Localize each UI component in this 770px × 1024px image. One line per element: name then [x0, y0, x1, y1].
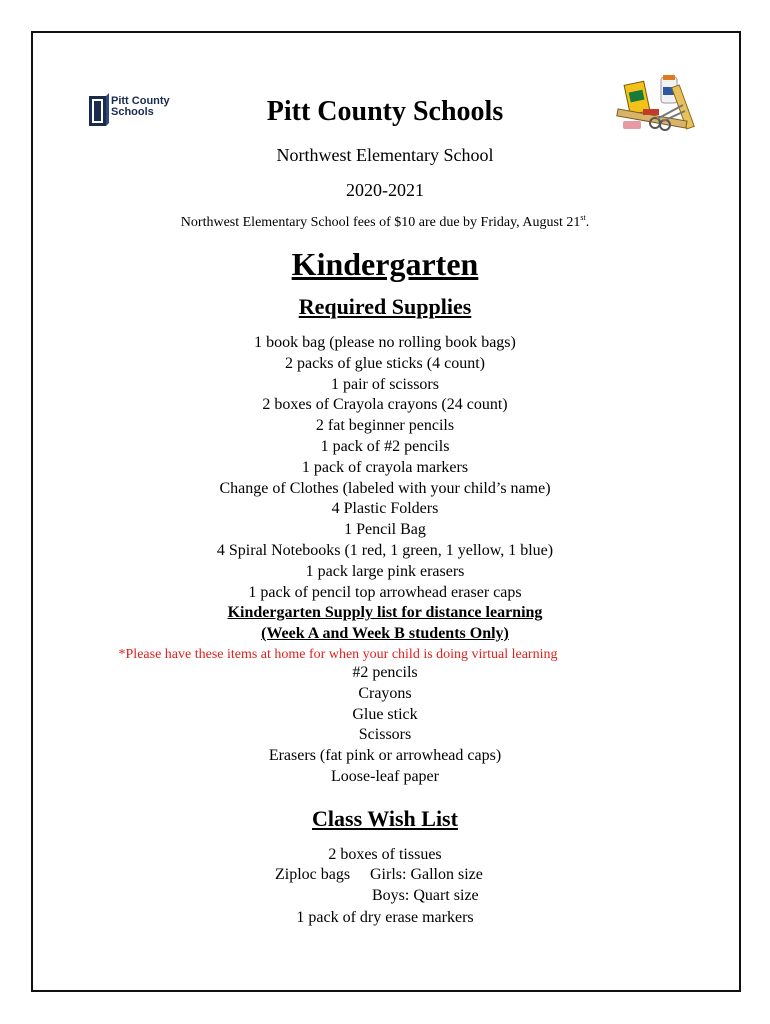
required-supplies-heading: Required Supplies — [298, 294, 472, 319]
list-item: Scissors — [358, 726, 412, 744]
distance-learning-heading: Kindergarten Supply list for distance learning — [227, 604, 543, 621]
wish-item-ziploc-label: Ziploc bags — [275, 866, 351, 883]
distance-learning-subheading: (Week A and Week B students Only) — [261, 625, 509, 642]
fees-notice: Northwest Elementary School fees of $10 are due by Friday, August 21st. — [180, 213, 590, 230]
wish-item-girls: Girls: Gallon size — [370, 866, 483, 883]
list-item: 1 pack of pencil top arrowhead eraser caps — [248, 583, 522, 601]
class-wish-list-heading: Class Wish List — [312, 806, 458, 831]
list-item: 2 boxes of Crayola crayons (24 count) — [262, 396, 508, 414]
list-item: 1 pair of scissors — [331, 375, 439, 393]
required-supplies-list — [0, 333, 770, 603]
list-item: 1 Pencil Bag — [344, 521, 426, 539]
list-item: Crayons — [358, 684, 412, 702]
wish-item-markers: 1 pack of dry erase markers — [296, 909, 474, 926]
page-title: Pitt County Schools — [266, 96, 504, 127]
list-item: 2 fat beginner pencils — [315, 417, 455, 435]
list-item: 2 packs of glue sticks (4 count) — [285, 354, 485, 372]
list-item: 4 Plastic Folders — [331, 500, 439, 518]
list-item: 1 pack of #2 pencils — [320, 437, 450, 455]
list-item: 1 pack of crayola markers — [301, 458, 469, 476]
list-item: Change of Clothes (labeled with your child’s name) — [219, 479, 551, 497]
school-year: 2020-2021 — [346, 180, 424, 200]
list-item: Glue stick — [352, 705, 418, 723]
wish-item-boys: Boys: Quart size — [372, 887, 479, 904]
list-item: 1 pack large pink erasers — [305, 562, 465, 580]
list-item: Loose-leaf paper — [331, 767, 439, 785]
list-item: 1 book bag (please no rolling book bags) — [254, 334, 516, 351]
wish-item-tissues: 2 boxes of tissues — [328, 846, 442, 863]
distance-learning-list — [0, 663, 770, 788]
list-item: Erasers (fat pink or arrowhead caps) — [268, 747, 502, 765]
school-name: Northwest Elementary School — [276, 145, 494, 165]
list-item: #2 pencils — [352, 664, 418, 681]
logo-text: Pitt County Schools — [111, 95, 170, 118]
grade-heading: Kindergarten — [291, 246, 479, 282]
list-item: 4 Spiral Notebooks (1 red, 1 green, 1 yellow, 1 blue) — [216, 541, 554, 559]
virtual-learning-note: *Please have these items at home for when your child is doing virtual learning — [118, 647, 558, 662]
